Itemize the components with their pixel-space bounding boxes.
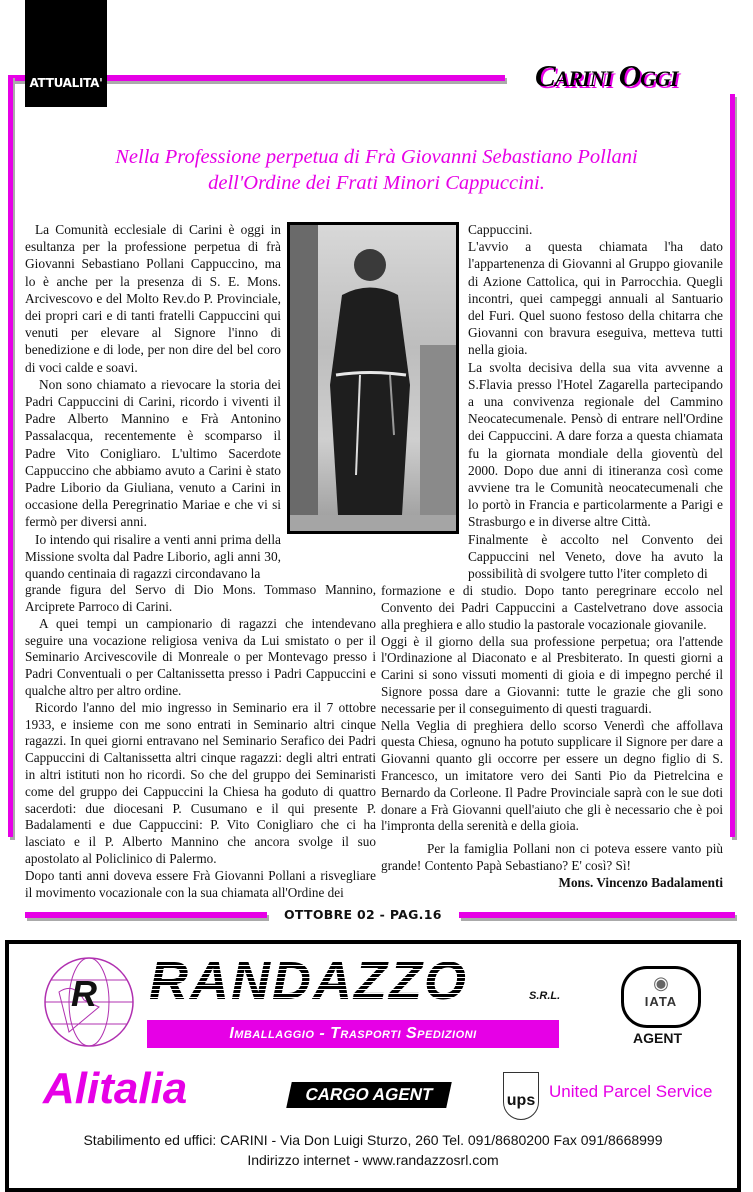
paragraph: Dopo tanti anni doveva essere Frà Giovanni Pollani a risvegliare il movimento vocazionale con la sua chiamata all'Ordine dei bbox=[25, 867, 376, 900]
section-tab bbox=[25, 0, 107, 107]
iata-text: IATA bbox=[644, 994, 678, 1010]
paragraph: Per la famiglia Pollani non ci poteva essere vanto più grande! Contento Papà Sebastiano? E' così? Sì! bbox=[381, 841, 723, 874]
article-body bbox=[25, 221, 723, 901]
article-flow bbox=[25, 221, 723, 1192]
ups-name: United Parcel Service bbox=[549, 1082, 713, 1102]
address: Stabilimento ed uffici: CARINI - Via Don Luigi Sturzo, 260 Tel. 091/8680200 Fax 091/8668999 bbox=[83, 1132, 663, 1149]
iata-logo bbox=[621, 966, 701, 1028]
issue-page-label: OTTOBRE 02 - PAG.16 bbox=[284, 907, 442, 923]
paragraph: Finalmente è accolto nel Convento dei Cappuccini nel Veneto, dove ha avuto la possibilità di svolgere tutto l'iter completo di bbox=[468, 531, 723, 582]
paragraph: formazione e di studio. Dopo tanto peregrinare eccolo nel Convento dei Padri Cappuccini a Castelvetrano dove associa alla preghiera e allo studio la pastorale vocazionale giovanile. bbox=[381, 583, 723, 632]
tagline-banner: Imballaggio - Trasporti Spedizioni bbox=[147, 1020, 559, 1048]
right-rule bbox=[730, 94, 735, 837]
randazzo-ad bbox=[5, 940, 741, 1192]
company-name: RANDAZZO bbox=[149, 951, 468, 1012]
column-right-top bbox=[468, 221, 723, 582]
section-label: ATTUALITA' bbox=[29, 76, 103, 90]
paragraph: A quei tempi un campionario di ragazzi che intendevano seguire una vocazione religiosa veniva da Lui smistato o per il Seminario Arcivescovile di Monreale o per Montevago presso i Padri Conventuali o per Caltanissetta presso i Padri Cappuccini e qualche altro per altro ordine. bbox=[25, 615, 376, 699]
paragraph: Ricordo l'anno del mio ingresso in Seminario era il 7 ottobre 1933, e insieme con me sono entrati in Seminario altri cinque ragazzi. In quei giorni entravano nel Seminario Serafico dei Padri Cappuccini di Caltanissetta altri cinque ragazzi: degli altri entrati in altri istituti non ho ricordi. So che del gruppo dei Seminaristi come del gruppo dei Cappuccini la Chiesa ha goduto di quattro sacerdoti: due diocesani P. Cusumano e il qui presente P. Badalamenti e due Cappuccini: P. Vito Conigliaro che ci ha lasciato e il P. Alberto Mannino che ancora svolge il suo apostolato al Policlinico di Palermo. bbox=[25, 699, 376, 867]
column-left-top bbox=[25, 221, 281, 582]
globe-wings-icon: ◉ bbox=[653, 973, 669, 994]
paragraph: Oggi è il giorno della sua professione perpetua; ora l'attende l'Ordinazione al Diaconato e al Presbiterato. In questi giorni a Carini si sono vissuti momenti di gioia e di impegno perché il Signore possa dare a Giovanni: tutte le grazie che gli sono necessarie per il conseguimento di questi traguardi. bbox=[381, 633, 723, 716]
alitalia-logo: Alitalia bbox=[43, 1064, 188, 1114]
paragraph: grande figura del Servo di Dio Mons. Tommaso Mannino, Arciprete Parroco di Carini. bbox=[25, 582, 376, 615]
cargo-agent-badge: CARGO AGENT bbox=[286, 1082, 452, 1108]
footer-rule-right bbox=[459, 912, 735, 918]
title-line-2: dell'Ordine dei Frati Minori Cappuccini. bbox=[208, 172, 545, 194]
column-right-bottom bbox=[381, 583, 723, 891]
signature: Mons. Vincenzo Badalamenti bbox=[558, 874, 723, 890]
company-suffix: S.R.L. bbox=[529, 990, 561, 1003]
column-right bbox=[381, 221, 723, 892]
footer-rule-left bbox=[25, 912, 267, 918]
paragraph: La svolta decisiva della sua vita avvenne a S.Flavia presso l'Hotel Zagarella partecipando a una convivenza regionale del Cammino Neocatecumenale. Pensò di entrare nell'Ordine dei Cappuccini. A dare forza a questa chiamata fu la giornata mondiale della gioventù del 2000. Dopo due anni di itineranza così come avviene tra le Comunità neocatecumenali che lo portò in Francia e particolarmente a Parigi e Strasburgo e in diverse altre Città. bbox=[468, 359, 723, 530]
paragraph: La Comunità ecclesiale di Carini è oggi in esultanza per la professione perpetua di frà Giovanni Sebastiano Pollani Cappuccino, ma lo è anche per la presenza di S. E. Mons. Arcivescovo e del Molto Rev.do P. Provinciale, dei propri cari e di tanti fratelli Cappuccini qui venuti per elevare al Signore l'inno di benedizione e di lode, per non dire del bel coro di voci calde e soavi. bbox=[25, 222, 281, 375]
title-line-1: Nella Professione perpetua di Frà Giovanni Sebastiano Pollani bbox=[115, 146, 638, 168]
paragraph: Non sono chiamato a rievocare la storia dei Padri Cappuccini di Carini, ricordo i viventi il Padre Alberto Mannino e Frà Antonino Passalacqua, recentemente è scomparso il Padre Vito Conigliaro. L'ultimo Sacerdote Cappuccino che abbiamo avuto a Carini è stato Padre Liborio da Giuliana, venuto a Carini in occasione della Peregrinatio Mariae e che vi si fermò per diversi anni. bbox=[25, 376, 281, 530]
left-rule bbox=[8, 75, 13, 837]
footer-row bbox=[25, 907, 735, 922]
masthead-logo: Carini Oggi bbox=[535, 58, 678, 93]
paragraph: L'avvio a questa chiamata l'ha dato l'appartenenza di Giovanni al Gruppo giovanile di Azione Cattolica, qui in Parrocchia. Quegli incontri, quei campeggi annuali al Santuario del Furi. Quel suono festoso della chitarra che Giovanni con bravura eseguiva, metteva tutti nella gioia. bbox=[468, 239, 723, 358]
logo-letter: R bbox=[71, 973, 97, 1015]
article-title bbox=[20, 144, 733, 196]
iata-agent-label: AGENT bbox=[633, 1030, 682, 1047]
paragraph: Io intendo qui risalire a venti anni prima della Missione svolta dal Padre Liborio, agli anni 30, quando centinaia di ragazzi circondavano la bbox=[25, 531, 281, 582]
paragraph: Cappuccini. bbox=[468, 222, 533, 237]
ups-shield-logo: ups bbox=[503, 1072, 539, 1120]
column-left bbox=[25, 221, 376, 901]
website: Indirizzo internet - www.randazzosrl.com bbox=[247, 1152, 499, 1169]
paragraph: Nella Veglia di preghiera dello scorso Venerdì che affollava questa Chiesa, ognuno ha potuto supplicare il Signore per dare a Giovanni quanto gli occorre per essere un degno figlio di S. Francesco, un imitatore vero dei Santi Pio da Pietrelcina e Bernardo da Corleone. Il Padre Provinciale saprà con le sue doti donare a Frà Giovanni quell'aiuto che gli è necessario che è poi l'impronta della serenità e della gioia. bbox=[381, 717, 723, 834]
column-left-bottom bbox=[25, 582, 376, 901]
